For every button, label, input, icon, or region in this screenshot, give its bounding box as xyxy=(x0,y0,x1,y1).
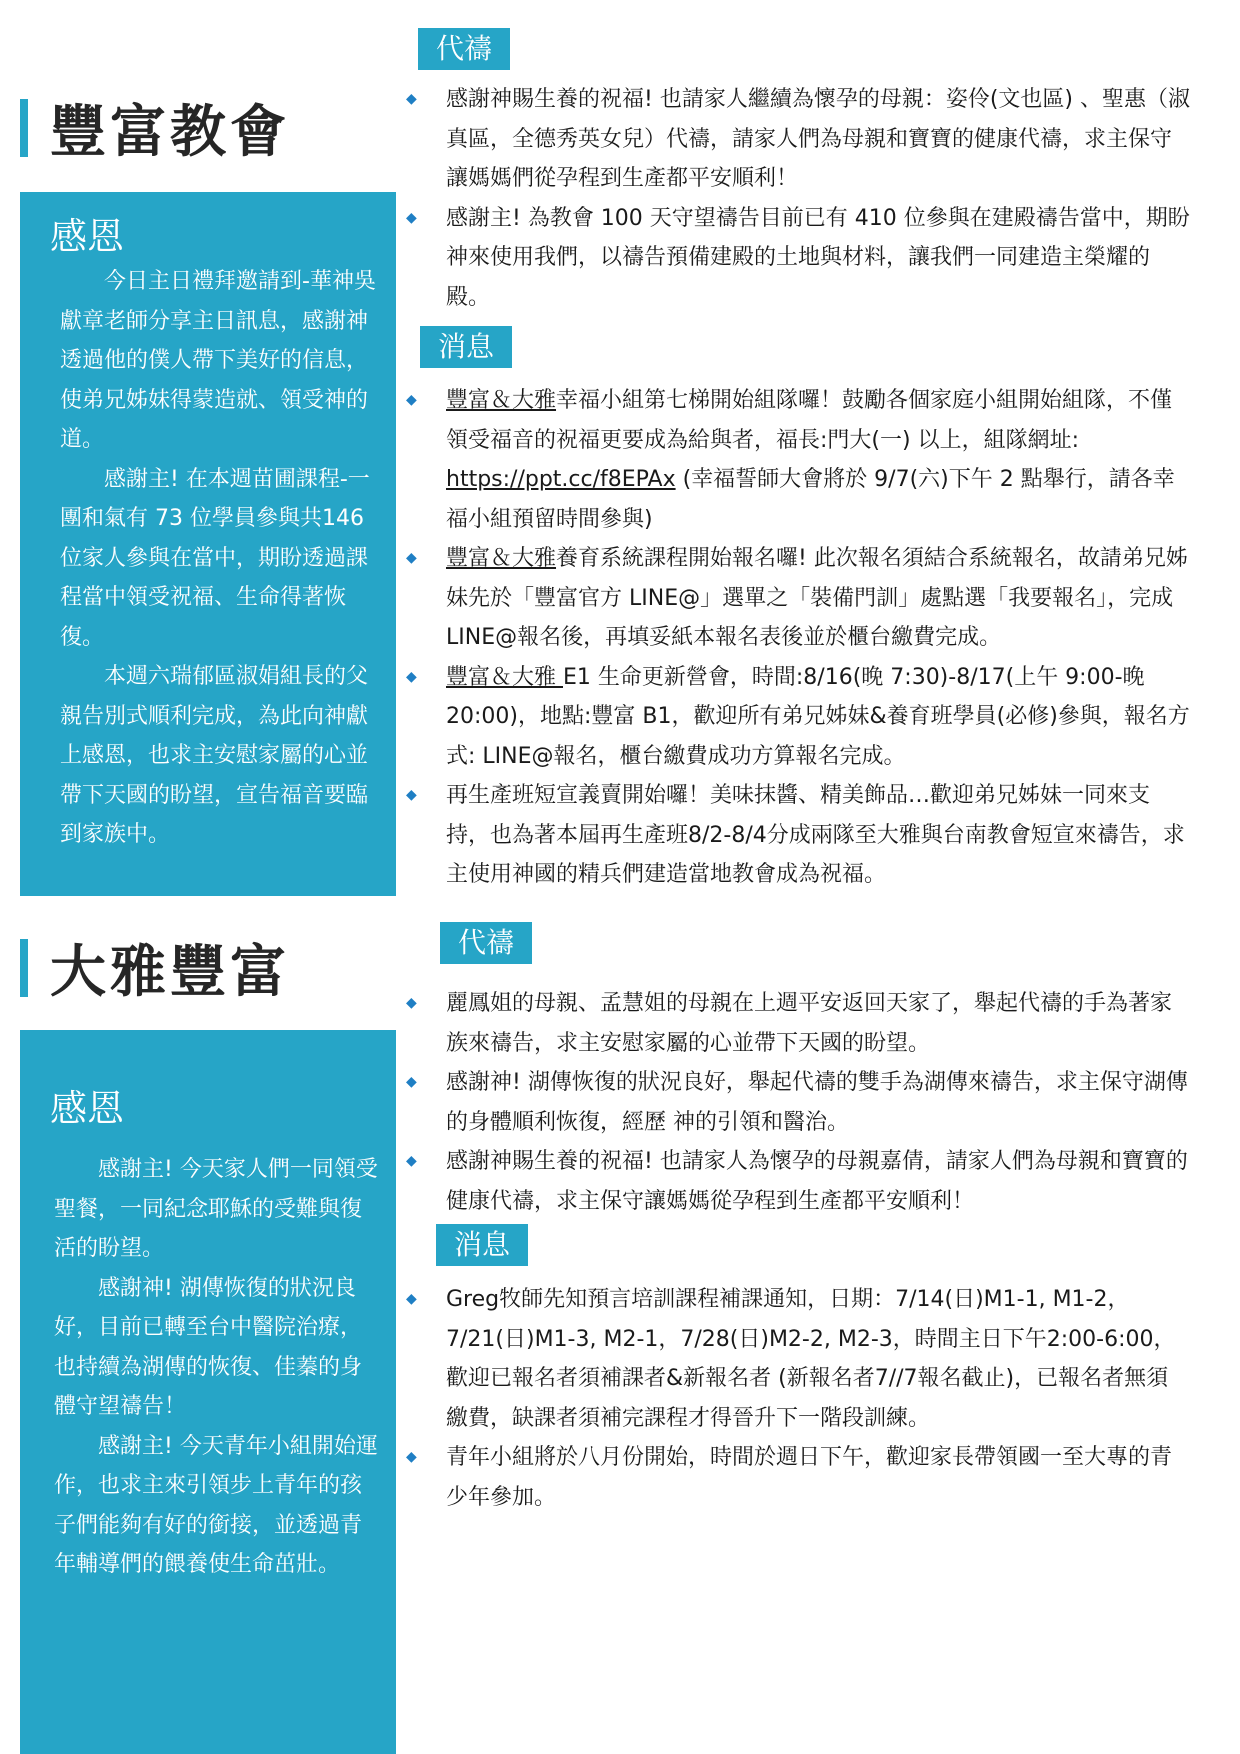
church1-thanks-paragraph: 本週六瑞郁區淑娟組長的父親告別式順利完成，為此向神獻上感恩，也求主安慰家屬的心並帶下天國的盼望，宣告福音要臨到家族中。 xyxy=(60,664,369,847)
church1-thanks-paragraph: 今日主日禮拜邀請到-華神吳獻章老師分享主日訊息，感謝神透過他的僕人帶下美好的信息，使弟兄姊妹得蒙造就、領受神的道。 xyxy=(60,269,376,452)
diamond-bullet-icon: ◆ xyxy=(406,550,417,566)
list-item: ◆ 豐富＆大雅養育系統課程開始報名囉! 此次報名須結合系統報名，故請弟兄姊妹先於「豐富官方 LINE@」選單之「裝備門訓」處點選「我要報名」，完成 LINE@報名後，再填妥紙本報名表後並於櫃台繳費完成。 xyxy=(400,539,1190,658)
diamond-bullet-icon: ◆ xyxy=(406,668,417,685)
list-item: ◆ 感謝神! 湖傳恢復的狀況良好，舉起代禱的雙手為湖傳來禱告，求主保守湖傳的身體順利恢復，經歷 神的引領和醫治。 xyxy=(400,1063,1190,1142)
list-item: ◆ 豐富＆大雅幸福小組第七梯開始組隊囉！鼓勵各個家庭小組開始組隊，不僅領受福音的祝福更要成為給與者，福長:門大(一) 以上，組隊網址: https://ppt.cc/f8EPAx (幸福誓師大會將於 9/7(六)下午 2 點舉行，請各幸福小組預留時間參與) xyxy=(400,381,1190,539)
signup-link[interactable]: https://ppt.cc/f8EPAx xyxy=(446,467,676,492)
list-item: ◆ 感謝主! 為教會 100 天守望禱告目前已有 410 位參與在建殿禱告當中，期盼神來使用我們，以禱告預備建殿的土地與材料，讓我們一同建造主榮耀的殿。 xyxy=(400,199,1190,318)
list-item: ◆ 青年小組將於八月份開始，時間於週日下午，歡迎家長帶領國一至大專的青少年參加。 xyxy=(400,1438,1190,1517)
church2-thanks-panel xyxy=(20,1030,396,1754)
church2-prayer-list xyxy=(400,984,1190,1221)
church1-title: 豐富教會 xyxy=(50,100,290,165)
diamond-bullet-icon: ◆ xyxy=(406,787,417,803)
list-item: ◆ 感謝神賜生養的祝福! 也請家人為懷孕的母親嘉倩，請家人們為母親和寶寶的健康代禱，求主保守讓媽媽從孕程到生產都平安順利！ xyxy=(400,1142,1190,1221)
church2-news-tag: 消息 xyxy=(436,1224,528,1266)
heading-accent-bar xyxy=(20,99,28,157)
diamond-bullet-icon: ◆ xyxy=(406,1074,417,1090)
church1-heading xyxy=(20,98,290,165)
church1-thanks-title: 感恩 xyxy=(50,215,124,258)
church2-prayer-tag: 代禱 xyxy=(440,922,532,964)
heading-accent-bar xyxy=(20,939,28,997)
list-item: ◆ Greg牧師先知預言培訓課程補課通知，日期：7/14(日)M1-1, M1-2，7/21(日)M1-3, M2-1，7/28(日)M2-2, M2-3，時間主日下午2:00-6:00，歡迎已報名者須補課者&新報名者 (新報名者7//7報名截止)，已報名者無須繳費，缺課者須補完課程才得晉升下一階段訓練。 xyxy=(400,1280,1190,1438)
church2-thanks-title: 感恩 xyxy=(50,1087,124,1130)
church1-prayer-tag: 代禱 xyxy=(418,28,510,70)
church1-news-list xyxy=(400,381,1190,895)
church2-heading xyxy=(20,938,290,1005)
diamond-bullet-icon: ◆ xyxy=(406,392,417,408)
diamond-bullet-icon: ◆ xyxy=(406,1153,417,1169)
diamond-bullet-icon: ◆ xyxy=(406,1449,417,1465)
diamond-bullet-icon: ◆ xyxy=(406,91,417,107)
list-item: ◆ 豐富＆大雅 E1 生命更新營會，時間:8/16(晚 7:30)-8/17(上午 9:00-晚 20:00)，地點:豐富 B1，歡迎所有弟兄姊妹&養育班學員(必修)參與，報名方式: LINE@報名，櫃台繳費成功方算報名完成。 xyxy=(400,658,1190,777)
church2-title: 大雅豐富 xyxy=(50,940,290,1005)
church2-thanks-paragraph: 感謝神! 湖傳恢復的狀況良好，目前已轉至台中醫院治療，也持續為湖傳的恢復、佳蓁的身體守望禱告！ xyxy=(54,1275,363,1419)
church2-thanks-paragraph: 感謝主! 今天青年小組開始運作，也求主來引領步上青年的孩子們能夠有好的銜接，並透過青年輔導們的餵養使生命茁壯。 xyxy=(54,1433,378,1577)
diamond-bullet-icon: ◆ xyxy=(406,995,417,1011)
church2-news-list xyxy=(400,1280,1190,1517)
church1-thanks-panel xyxy=(20,192,396,896)
church1-news-tag: 消息 xyxy=(420,326,512,368)
list-item: ◆ 麗鳳姐的母親、孟慧姐的母親在上週平安返回天家了，舉起代禱的手為著家族來禱告，求主安慰家屬的心並帶下天國的盼望。 xyxy=(400,984,1190,1063)
church1-thanks-text xyxy=(60,262,380,855)
church2-thanks-text xyxy=(54,1150,378,1585)
list-item: ◆ 感謝神賜生養的祝福! 也請家人繼續為懷孕的母親：姿伶(文也區) 、聖惠（淑真區，全德秀英女兒）代禱，請家人們為母親和寶寶的健康代禱，求主保守讓媽媽們從孕程到生產都平安順利！ xyxy=(400,80,1190,199)
diamond-bullet-icon: ◆ xyxy=(406,1291,417,1307)
diamond-bullet-icon: ◆ xyxy=(406,209,417,226)
church2-thanks-paragraph: 感謝主! 今天家人們一同領受聖餐，一同紀念耶穌的受難與復活的盼望。 xyxy=(54,1157,378,1261)
list-item: ◆ 再生產班短宣義賣開始囉！美味抹醬、精美飾品…歡迎弟兄姊妹一同來支持，也為著本屆再生產班8/2-8/4分成兩隊至大雅與台南教會短宣來禱告，求主使用神國的精兵們建造當地教會成為祝福。 xyxy=(400,776,1190,895)
church1-prayer-list xyxy=(400,80,1190,317)
church1-thanks-paragraph: 感謝主! 在本週苗圃課程-一團和氣有 73 位學員參與共146 位家人參與在當中，期盼透過課程當中領受祝福、生命得著恢復。 xyxy=(60,466,370,650)
